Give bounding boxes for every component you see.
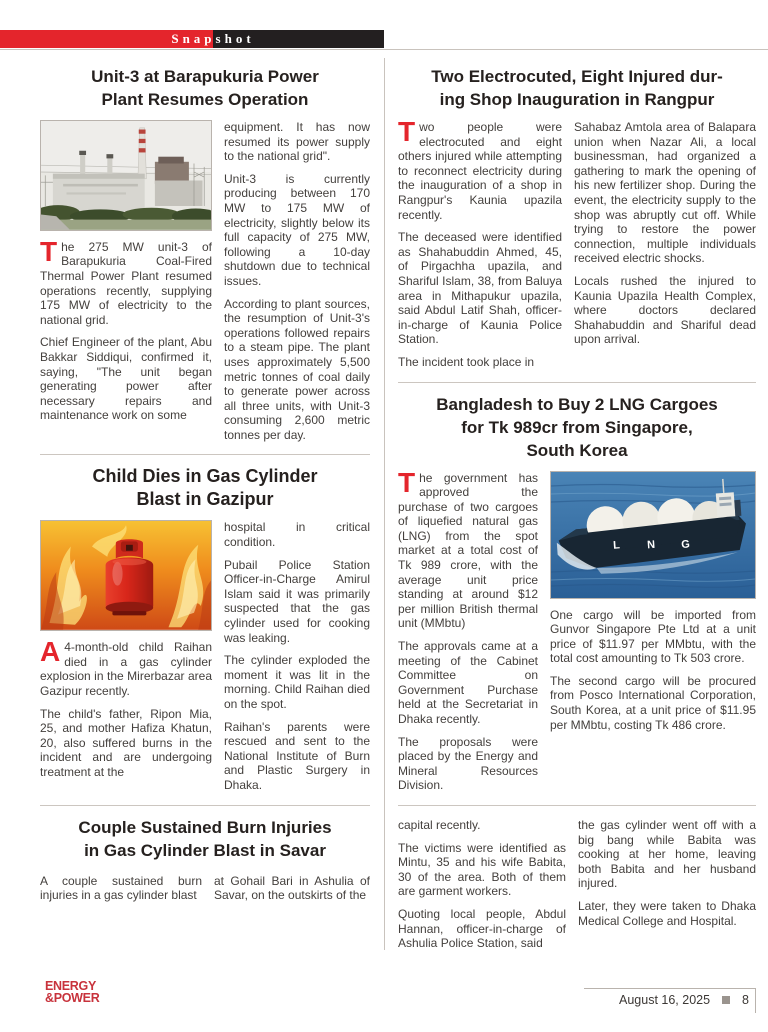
title-line: Child Dies in Gas Cylinder <box>92 466 318 487</box>
article-column <box>224 520 370 792</box>
article-child-dies-gazipur <box>40 465 370 805</box>
article-column <box>578 818 756 951</box>
hull-letter-l: L <box>612 538 621 552</box>
paragraph: The victims were identified as Mintu, 35 and his wife Babita, 30 of the area. Both of them are garment workers. <box>398 840 566 899</box>
paragraph: The deceased were identified as Shahabuddin Ahmed, 45, of Pirgachha upazila, and Shariful Islam, 38, from Baluya area in Mithapukur upazila, said Abdul Latif Shah, officer-in-charge of Kaunia Police Station. <box>398 230 562 347</box>
paragraph: The proposals were placed by the Energy and Mineral Resources Division. <box>398 734 538 793</box>
paragraph-text: he 275 MW unit-3 of Barapukuria Coal-Fired Thermal Power Plant resumed operations recently, supplying 175 MW of electricity to the national grid. <box>40 239 212 327</box>
article-column <box>214 874 370 903</box>
title-line: Bangladesh to Buy 2 LNG Cargoes <box>436 394 718 414</box>
paragraph: Unit-3 is currently producing between 170 MW to 175 MW of electricity, slightly below its full capacity of 275 MW, following a 10-day shutdown due to technical issues. <box>224 171 370 288</box>
paragraph: capital recently. <box>398 817 481 832</box>
section-divider <box>40 805 370 806</box>
article-column <box>224 120 370 442</box>
paragraph: Later, they were taken to Dhaka Medical College and Hospital. <box>578 898 756 928</box>
title-line: Plant Resumes Operation <box>101 90 309 109</box>
hull-letter-n: N <box>646 538 656 551</box>
title-line: ing Shop Inauguration in Rangpur <box>439 90 715 109</box>
issue-date: August 16, 2025 <box>619 993 711 1007</box>
logo-line-1: ENERGY <box>45 979 96 993</box>
snapshot-banner <box>0 30 384 48</box>
title-line: for Tk 989cr from Singapore, <box>461 417 693 437</box>
article-column <box>40 520 212 792</box>
paragraph: Pubail Police Station Officer-in-Charge Amirul Islam said it was primarily suspected that the gas cylinder used for cooking was leaking. <box>224 557 370 645</box>
paragraph: The child's father, Ripon Mia, 25, and mother Hafiza Khatun, 20, also suffered burns in the incident and are undergoing treatment at the <box>40 706 212 780</box>
paragraph <box>398 466 538 632</box>
article-title <box>40 816 370 862</box>
article-title <box>40 465 370 511</box>
section-divider <box>398 382 756 383</box>
title-line: Two Electrocuted, Eight Injured dur- <box>431 67 723 86</box>
title-line: Blast in Gazipur <box>136 489 274 510</box>
logo-line-2: &POWER <box>45 990 100 1005</box>
paragraph <box>40 636 212 699</box>
article-column <box>40 120 212 442</box>
page-number-square <box>722 996 730 1004</box>
paragraph: One cargo will be imported from Gunvor Singapore Pte Ltd at a unit price of $11.97 per MMbtu, with the total cost amounting to Tk 503 crore. <box>550 607 756 666</box>
article-column <box>574 120 756 370</box>
paragraph: The approvals came at a meeting of the Cabinet Committee on Government Purchase held at the Secretariat in Dhaka recently. <box>398 639 538 726</box>
article-column <box>398 466 538 793</box>
paragraph: Sahabaz Amtola area of Balapara union when Nazar Ali, a local businessman, had organized a gathering to mark the opening of his new fertilizer shop. During the event, the electricity supply to the shop was abruptly cut off. While trying to restore the power connection, multiple individuals received electric shocks. <box>574 120 756 266</box>
article-title <box>398 393 756 462</box>
banner-label: Snapshot <box>171 31 255 46</box>
paragraph: The incident took place in <box>398 354 535 369</box>
page-number: 8 <box>742 993 749 1007</box>
paragraph: at Gohail Bari in Ashulia of Savar, on the outskirts of the <box>214 873 370 903</box>
paragraph <box>40 235 212 328</box>
article-title <box>40 65 370 111</box>
dropcap: A <box>40 636 61 668</box>
section-divider <box>40 454 370 455</box>
power-plant-photo <box>40 120 212 231</box>
paragraph: Raihan's parents were rescued and sent to the National Institute of Burn and Plastic Surgery in Dhaka. <box>224 719 370 792</box>
article-column <box>398 818 566 951</box>
article-column <box>398 116 562 370</box>
paragraph: The cylinder exploded the moment it was lit in the morning. Child Raihan died on the spot. <box>224 653 370 711</box>
title-line: in Gas Cylinder Blast in Savar <box>84 840 326 860</box>
paragraph <box>398 116 562 222</box>
paragraph: According to plant sources, the resumption of Unit-3's operations followed repairs to a steam pipe. The plant uses approximately 5,500 metric tonnes of coal daily to generate power across all three units, with Unit-3 consuming 2,600 metric tonnes per day. <box>224 296 370 442</box>
paragraph-text: 4-month-old child Raihan died in a gas cylinder explosion in the Mirerbazar area Gazipur recently. <box>40 640 212 699</box>
right-half <box>398 58 756 951</box>
article-couple-burn-savar-continued <box>398 818 756 951</box>
dropcap: T <box>398 466 416 498</box>
hull-letter-g: G <box>680 537 691 551</box>
paragraph: equipment. It has now resumed its power supply to the national grid". <box>224 120 370 164</box>
article-unit3-resumes <box>40 65 370 455</box>
page-content <box>40 58 756 951</box>
title-line: Unit-3 at Barapukuria Power <box>91 67 319 86</box>
left-half <box>40 58 370 951</box>
lng-ship-photo <box>550 471 756 599</box>
energy-power-logo <box>45 981 99 1004</box>
paragraph-text: wo people were electrocuted and eight others injured while attempting to reconnect electricity during the inauguration of a shop in Rangpur's Kaunia upazila recently. <box>398 120 562 222</box>
title-line: South Korea <box>526 440 628 460</box>
paragraph: Locals rushed the injured to Kaunia Upazila Health Complex, where doctors declared Shahabuddin and Shariful dead upon arrival. <box>574 273 756 347</box>
article-two-electrocuted-rangpur <box>398 65 756 383</box>
article-title <box>398 65 756 111</box>
top-rule <box>0 49 768 50</box>
gas-cylinder-fire-photo <box>40 520 212 631</box>
paragraph: A couple sustained burn injuries in a gas cylinder blast <box>40 873 202 903</box>
dropcap: T <box>40 235 58 267</box>
paragraph: The second cargo will be procured from Posco International Corporation, South Korea, at a unit price of $11.95 per MMbtu, costing Tk 486 crore. <box>550 673 756 732</box>
page-info <box>584 988 756 1013</box>
paragraph: Chief Engineer of the plant, Abu Bakkar Siddiqui, confirmed it, saying, "The unit began generating power after necessary repairs and maintenance work on some <box>40 335 212 423</box>
article-lng-cargoes <box>398 393 756 806</box>
dropcap: T <box>398 116 416 147</box>
article-column <box>550 471 756 793</box>
section-divider <box>398 805 756 806</box>
title-line: Couple Sustained Burn Injuries <box>78 817 332 837</box>
article-couple-burn-savar <box>40 816 370 903</box>
paragraph-text: he government has approved the purchase of two cargoes of liquefied natural gas (LNG) from the spot market at a total cost of Tk 989 crore, with the average unit price standing at around $12 per million British thermal unit (MMbtu) <box>398 470 538 631</box>
paragraph: Quoting local people, Abdul Hannan, officer-in-charge of Ashulia Police Station, said <box>398 906 566 951</box>
paragraph: the gas cylinder went off with a big bang while Babita was cooking at her home, leaving both Babita and her husband injured. <box>578 817 756 891</box>
article-column <box>40 874 202 903</box>
paragraph: hospital in critical condition. <box>224 520 370 550</box>
